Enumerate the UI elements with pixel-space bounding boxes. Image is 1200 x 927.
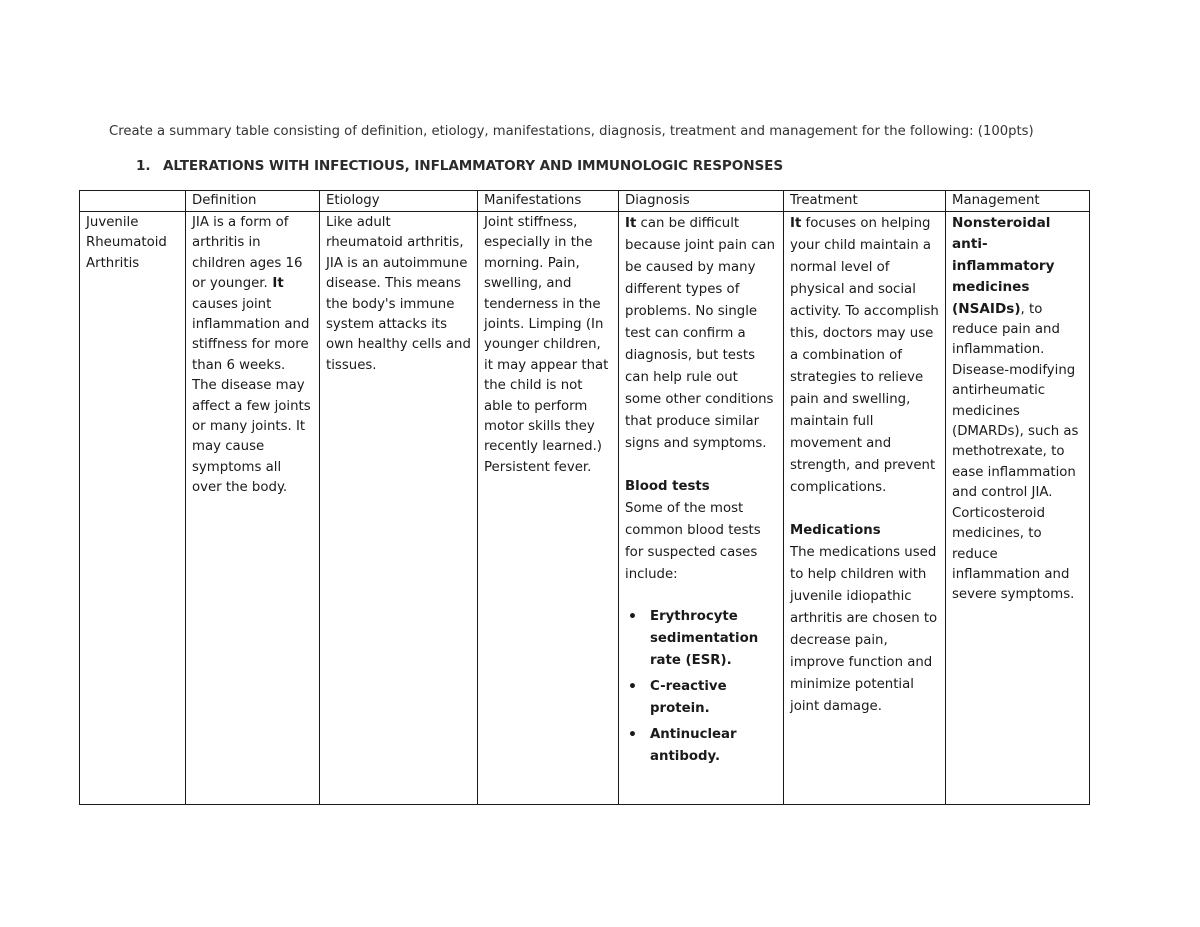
management-cell [946,212,1090,805]
header-management: Management [946,191,1090,212]
blood-tests-title: Blood tests [625,479,710,494]
treatment-text: focuses on helping your child maintain a normal level of physical and social activity. To accomplish this, doctors may use a combination of strategies to relieve pain and swelling, maintain full movement and strength, and prevent complications. [790,216,939,495]
header-manifestations: Manifestations [478,191,619,212]
header-empty [80,191,186,212]
management-text: , to reduce pain and inflammation. Disease-modifying antirheumatic medicines (DMARDs), such as methotrexate, to ease inflammation and control JIA. Corticosteroid medicines, to reduce inflammation and severe symptoms. [952,301,1079,603]
table-header-row [80,191,1090,212]
etiology-cell: Like adult rheumatoid arthritis, JIA is an autoimmune disease. This means the body's immune system attacks its own healthy cells and tissues. [320,212,478,805]
treatment-cell [784,212,946,805]
section-heading [136,158,783,174]
header-definition: Definition [186,191,320,212]
condition-cell: Juvenile Rheumatoid Arthritis [80,212,186,805]
header-diagnosis: Diagnosis [619,191,784,212]
blood-tests-list [625,606,777,768]
instruction-text: Create a summary table consisting of definition, etiology, manifestations, diagnosis, treatment and management for the following: (100pts) [109,124,1034,139]
summary-table [79,190,1090,805]
header-etiology: Etiology [320,191,478,212]
definition-bold: It [267,276,284,292]
list-item: • C-reactive protein. [650,676,777,720]
table-row [80,212,1090,805]
section-number: 1. [136,158,151,174]
header-treatment: Treatment [784,191,946,212]
diagnosis-cell [619,212,784,805]
list-item: • Antinuclear antibody. [650,724,777,768]
medications-title: Medications [790,523,881,538]
blood-tests-intro: Some of the most common blood tests for suspected cases include: [625,501,761,582]
diagnosis-bold: It [625,216,637,231]
medications-text: The medications used to help children with juvenile idiopathic arthritis are chosen to decrease pain, improve function and minimize potential joint damage. [790,545,938,714]
section-title: ALTERATIONS WITH INFECTIOUS, INFLAMMATORY AND IMMUNOLOGIC RESPONSES [163,158,784,174]
management-bold: Nonsteroidal anti-inflammatory medicines (NSAIDs) [952,215,1055,317]
diagnosis-paragraph [625,213,777,455]
list-item: • Erythrocyte sedimentation rate (ESR). [650,606,777,672]
manifestations-cell: Joint stiffness, especially in the morning. Pain, swelling, and tenderness in the joints. Limping (In younger children, it may appear that the child is not able to perform motor skills they recently learned.) Persistent fever. [478,212,619,805]
definition-rest: causes joint inflammation and stiffness for more than 6 weeks. The disease may affect a few joints or many joints. It may cause symptoms all over the body. [192,296,311,496]
treatment-bold: It [790,216,802,231]
definition-lead: JIA is a form of arthritis in children ages 16 or younger. [192,215,303,292]
treatment-paragraph [790,213,939,499]
definition-cell [186,212,320,805]
diagnosis-text: can be difficult because joint pain can be caused by many different types of problems. No single test can confirm a diagnosis, but tests can help rule out some other conditions that produce similar signs and symptoms. [625,216,776,451]
